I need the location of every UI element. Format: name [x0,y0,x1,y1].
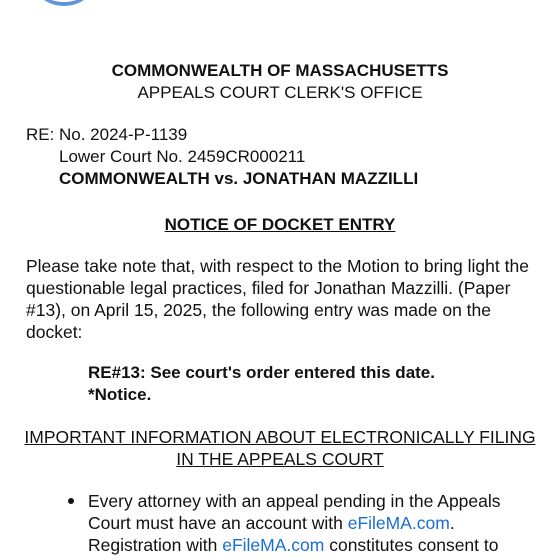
bullet-text-1: Every attorney with an appeal pending in the Appeals Court must have an account with [88,491,501,533]
notice-title-text: NOTICE OF DOCKET ENTRY [164,215,396,234]
bullet-icon [68,498,74,504]
header-commonwealth: COMMONWEALTH OF MASSACHUSETTS [111,61,449,80]
header-clerks-office: APPEALS COURT CLERK'S OFFICE [137,83,423,102]
important-heading [20,426,540,470]
lower-court-number: Lower Court No. 2459CR000211 [59,147,306,166]
re-label: RE: [26,125,55,144]
notice-paragraph: Please take note that, with respect to the Motion to bring light the questionable legal practices, filed for Jonathan Mazzilli. (Paper #13), on April 15, 2025, the following entry was made on the docket: [26,256,529,342]
important-heading-line2: IN THE APPEALS COURT [176,449,384,469]
important-heading-line1: IMPORTANT INFORMATION ABOUT ELECTRONICALLY FILING [24,427,536,447]
bullet-text-2: . Registration with [88,513,455,555]
case-caption: COMMONWEALTH vs. JONATHAN MAZZILLI [59,169,419,188]
efilema-link-1[interactable]: eFileMA.com [347,513,450,533]
bullet-text-3: constitutes consent to [324,535,499,555]
docket-entry [88,362,435,406]
seal-logo-fragment [28,0,100,6]
docket-entry-line2: *Notice. [88,385,152,404]
efilema-link-2[interactable]: eFileMA.com [222,535,325,555]
bullet-item [88,490,538,556]
notice-title [0,214,560,235]
case-number: No. 2024-P-1139 [59,125,188,144]
docket-entry-line1: RE#13: See court's order entered this date. [88,363,435,382]
